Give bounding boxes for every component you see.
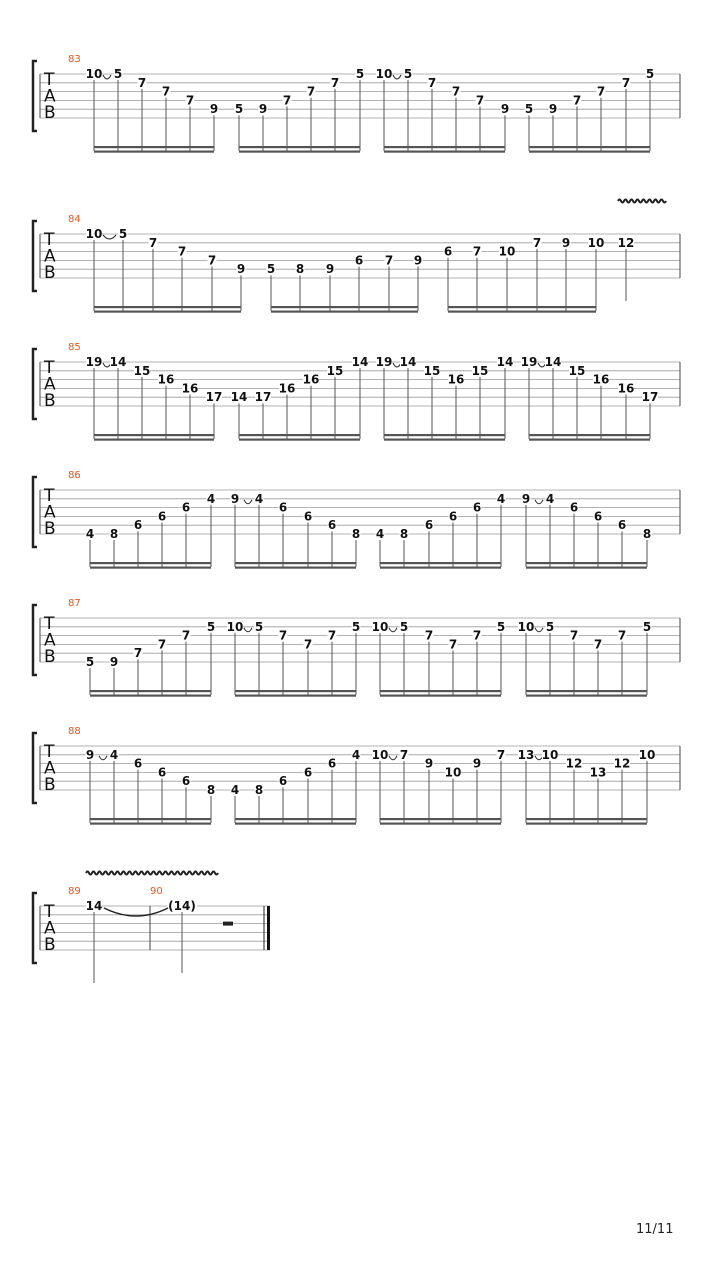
tab-clef-letter: B [44, 775, 56, 795]
measure-number: 88 [68, 726, 81, 737]
fret-number: 6 [593, 509, 603, 524]
fret-number: 5 [234, 102, 244, 117]
beam [384, 146, 505, 148]
tab-clef-letter: A [44, 374, 56, 395]
fret-number: 6 [133, 756, 143, 771]
fret-number: 5 [206, 619, 216, 634]
fret-number: 16 [181, 381, 199, 396]
beam [384, 151, 505, 153]
beam [380, 823, 501, 825]
beam [235, 690, 356, 692]
tab-clef-letter: B [44, 935, 56, 955]
tab-clef-letter: B [44, 647, 56, 667]
fret-number: 8 [351, 527, 361, 541]
beam [271, 306, 418, 308]
fret-number: 16 [592, 372, 610, 387]
fret-number: 5 [266, 262, 276, 277]
fret-number: 9 [500, 102, 510, 117]
fret-number: 7 [472, 244, 482, 259]
fret-number: 10 [587, 235, 605, 250]
system-bracket [33, 61, 37, 131]
fret-number: 8 [642, 527, 652, 541]
beam [529, 146, 650, 148]
fret-number: 7 [384, 253, 394, 268]
fret-number: 6 [327, 518, 337, 533]
fret-number: 15 [423, 363, 441, 378]
fret-number: 4 [254, 491, 264, 506]
beam [526, 690, 647, 692]
fret-number: 12 [565, 756, 583, 771]
tab-clef-letter: A [44, 246, 56, 267]
beam [526, 562, 647, 564]
beam [384, 439, 505, 441]
tab-clef-letter: T [44, 614, 55, 634]
fret-number: 4 [109, 747, 119, 762]
fret-number: 7 [177, 244, 187, 259]
tab-system [33, 54, 680, 153]
beam [526, 567, 647, 569]
fret-number: 10 [371, 747, 389, 762]
slur-arc [99, 756, 107, 760]
system-bracket [33, 733, 37, 803]
fret-number: 7 [330, 75, 340, 90]
tab-clef-letter: A [44, 630, 56, 651]
tab-clef-letter: A [44, 86, 56, 107]
fret-number: 14 [496, 355, 514, 369]
system-bracket [33, 893, 37, 963]
fret-number: 6 [327, 756, 337, 771]
fret-number: 16 [157, 372, 175, 387]
beam [239, 146, 360, 148]
fret-number: 7 [451, 84, 461, 99]
measure-number: 87 [68, 598, 81, 609]
fret-number: 5 [545, 619, 555, 634]
final-barline [267, 906, 270, 950]
fret-number: 6 [354, 253, 364, 268]
fret-number: 10 [638, 747, 656, 762]
fret-number: 9 [109, 655, 119, 669]
beam [239, 434, 360, 436]
beam [235, 567, 356, 569]
fret-number: 15 [133, 363, 151, 378]
fret-number: 6 [303, 509, 313, 524]
tab-clef-letter: B [44, 519, 56, 539]
fret-number: 10 [444, 765, 462, 780]
beam [380, 567, 501, 569]
fret-number: 9 [230, 491, 240, 506]
beam [384, 434, 505, 436]
fret-number: 5 [355, 67, 365, 81]
beam [94, 439, 214, 441]
half-rest [223, 922, 233, 926]
beam [235, 818, 356, 820]
fret-number: 7 [572, 93, 582, 108]
tab-system [33, 726, 680, 825]
fret-number: 10 [226, 619, 244, 634]
beam [526, 695, 647, 697]
tab-clef-letter: T [44, 902, 55, 922]
fret-number: 17 [205, 390, 223, 405]
beam [380, 562, 501, 564]
fret-number: 7 [448, 637, 458, 652]
beam [94, 146, 214, 148]
system-bracket [33, 605, 37, 675]
beam [380, 695, 501, 697]
fret-number: 6 [278, 774, 288, 789]
tab-clef-letter: T [44, 742, 55, 762]
fret-number: 8 [254, 783, 264, 797]
fret-number: 7 [327, 628, 337, 643]
beam [529, 434, 650, 436]
fret-number: 10 [541, 747, 559, 762]
slur-arc [244, 500, 252, 504]
beam [90, 818, 211, 820]
beam [235, 823, 356, 825]
fret-number: 6 [157, 509, 167, 524]
measure-number: 83 [68, 54, 81, 65]
tab-system [33, 470, 680, 569]
fret-number: 7 [306, 84, 316, 99]
beam [235, 562, 356, 564]
slur-arc [103, 235, 116, 239]
fret-number: 19 [520, 355, 538, 369]
measure-number: 90 [150, 886, 163, 897]
fret-number: 16 [447, 372, 465, 387]
measure-number: 89 [68, 886, 81, 897]
measure-number: 86 [68, 470, 81, 481]
fret-number: 4 [496, 491, 506, 506]
fret-number: 8 [399, 527, 409, 541]
fret-number: 16 [302, 372, 320, 387]
fret-number: 7 [399, 747, 409, 762]
slur-arc [535, 500, 543, 504]
fret-number: 7 [185, 93, 195, 108]
fret-number: 4 [545, 491, 555, 506]
slur-arc [389, 628, 397, 632]
fret-number: 6 [181, 500, 191, 515]
beam [235, 695, 356, 697]
fret-number: 14 [399, 355, 417, 369]
fret-number: 8 [206, 783, 216, 797]
fret-number: 15 [568, 363, 586, 378]
system-bracket [33, 221, 37, 291]
slur-arc [535, 628, 543, 632]
beam [239, 439, 360, 441]
beam [90, 690, 211, 692]
system-bracket [33, 349, 37, 419]
fret-number: 19 [85, 355, 103, 369]
tab-clef-letter: T [44, 70, 55, 90]
fret-number: 5 [399, 619, 409, 634]
fret-number: 7 [133, 646, 143, 661]
system-bracket [33, 477, 37, 547]
fret-number: 19 [375, 355, 393, 369]
beam [239, 151, 360, 153]
beam [90, 562, 211, 564]
fret-number: 7 [424, 628, 434, 643]
fret-number: 7 [303, 637, 313, 652]
beam [94, 306, 241, 308]
fret-number: 6 [303, 765, 313, 780]
beam [529, 151, 650, 153]
fret-number: 5 [496, 619, 506, 634]
beam [526, 823, 647, 825]
fret-number: 4 [375, 527, 385, 541]
slur-arc [103, 75, 111, 79]
tab-system [33, 200, 680, 313]
beam [448, 306, 596, 308]
fret-number: 7 [569, 628, 579, 643]
fret-number: 5 [403, 67, 413, 81]
fret-number: 9 [424, 756, 434, 771]
fret-number: 6 [617, 518, 627, 533]
beam [90, 695, 211, 697]
vibrato-mark [86, 872, 218, 875]
fret-number: 15 [471, 363, 489, 378]
fret-number: 16 [617, 381, 635, 396]
fret-number: 6 [569, 500, 579, 515]
fret-number: 7 [148, 235, 158, 250]
fret-number: 7 [157, 637, 167, 652]
fret-number: 15 [326, 363, 344, 378]
fret-number: 7 [207, 253, 217, 268]
fret-number: 9 [521, 491, 531, 506]
fret-number: 7 [475, 93, 485, 108]
beam [90, 567, 211, 569]
tab-clef-letter: A [44, 758, 56, 779]
fret-number: 7 [617, 628, 627, 643]
fret-number: 10 [498, 244, 516, 259]
tab-clef-letter: T [44, 230, 55, 250]
fret-number: 13 [589, 765, 607, 780]
tab-clef-letter: B [44, 263, 56, 283]
fret-number: 4 [351, 747, 361, 762]
fret-number: 9 [236, 262, 246, 277]
beam [529, 439, 650, 441]
measure-number: 85 [68, 342, 81, 353]
tab-clef-letter: B [44, 103, 56, 123]
fret-number: 4 [206, 491, 216, 506]
fret-number: 10 [85, 67, 103, 81]
tab-clef-letter: T [44, 486, 55, 506]
fret-number: 5 [254, 619, 264, 634]
page-number: 11/11 [636, 1222, 674, 1237]
fret-number: 9 [413, 253, 423, 268]
fret-number: 5 [524, 102, 534, 117]
beam [94, 311, 241, 313]
fret-number: 4 [85, 527, 95, 541]
fret-number: 7 [427, 75, 437, 90]
fret-number: 5 [645, 67, 655, 81]
fret-number: 6 [181, 774, 191, 789]
tab-system [33, 598, 680, 697]
fret-number: 13 [517, 747, 535, 762]
fret-number: 9 [85, 747, 95, 762]
fret-number: 9 [472, 756, 482, 771]
fret-number: 14 [230, 390, 248, 405]
fret-number: 7 [596, 84, 606, 99]
tab-system [33, 342, 680, 441]
beam [380, 818, 501, 820]
fret-number: 9 [258, 102, 268, 117]
slur-arc [244, 628, 252, 632]
fret-number: 8 [295, 262, 305, 277]
fret-number: 6 [424, 518, 434, 533]
fret-number: 10 [375, 67, 393, 81]
fret-number: 7 [137, 75, 147, 90]
tab-system [33, 872, 270, 984]
fret-number: 7 [593, 637, 603, 652]
fret-number: 6 [448, 509, 458, 524]
fret-number: 12 [613, 756, 631, 771]
fret-number: 4 [230, 783, 240, 797]
slur-arc [393, 75, 401, 79]
fret-number: 6 [157, 765, 167, 780]
fret-number: 12 [617, 235, 635, 250]
fret-number: 8 [109, 527, 119, 541]
tab-clef-letter: T [44, 358, 55, 378]
fret-number: 17 [254, 390, 272, 405]
fret-number: 10 [85, 227, 103, 241]
tab-clef-letter: B [44, 391, 56, 411]
fret-number: 5 [118, 227, 128, 241]
fret-number: 5 [113, 67, 123, 81]
fret-number: 10 [371, 619, 389, 634]
fret-number: 7 [472, 628, 482, 643]
fret-number: 17 [641, 390, 659, 405]
fret-number: 9 [561, 235, 571, 250]
fret-number: 9 [209, 102, 219, 117]
fret-number: 5 [85, 655, 95, 669]
fret-number: 7 [496, 747, 506, 762]
fret-number: 16 [278, 381, 296, 396]
fret-number: (14) [168, 899, 196, 913]
fret-number: 7 [161, 84, 171, 99]
fret-number: 9 [325, 262, 335, 277]
fret-number: 5 [351, 619, 361, 634]
fret-number: 6 [133, 518, 143, 533]
fret-number: 7 [532, 235, 542, 250]
beam [90, 823, 211, 825]
fret-number: 10 [517, 619, 535, 634]
tab-clef-letter: A [44, 502, 56, 523]
fret-number: 7 [621, 75, 631, 90]
beam [380, 690, 501, 692]
measure-number: 84 [68, 214, 81, 225]
fret-number: 6 [278, 500, 288, 515]
fret-number: 14 [351, 355, 369, 369]
beam [448, 311, 596, 313]
vibrato-mark [618, 200, 666, 203]
beam [94, 434, 214, 436]
fret-number: 7 [282, 93, 292, 108]
fret-number: 9 [548, 102, 558, 117]
slur-arc [389, 756, 397, 760]
beam [526, 818, 647, 820]
beam [271, 311, 418, 313]
fret-number: 6 [443, 244, 453, 259]
fret-number: 14 [85, 899, 103, 913]
tab-clef-letter: A [44, 918, 56, 939]
beam [94, 151, 214, 153]
fret-number: 6 [472, 500, 482, 515]
fret-number: 14 [109, 355, 127, 369]
fret-number: 14 [544, 355, 562, 369]
fret-number: 7 [181, 628, 191, 643]
fret-number: 7 [278, 628, 288, 643]
fret-number: 5 [642, 619, 652, 634]
